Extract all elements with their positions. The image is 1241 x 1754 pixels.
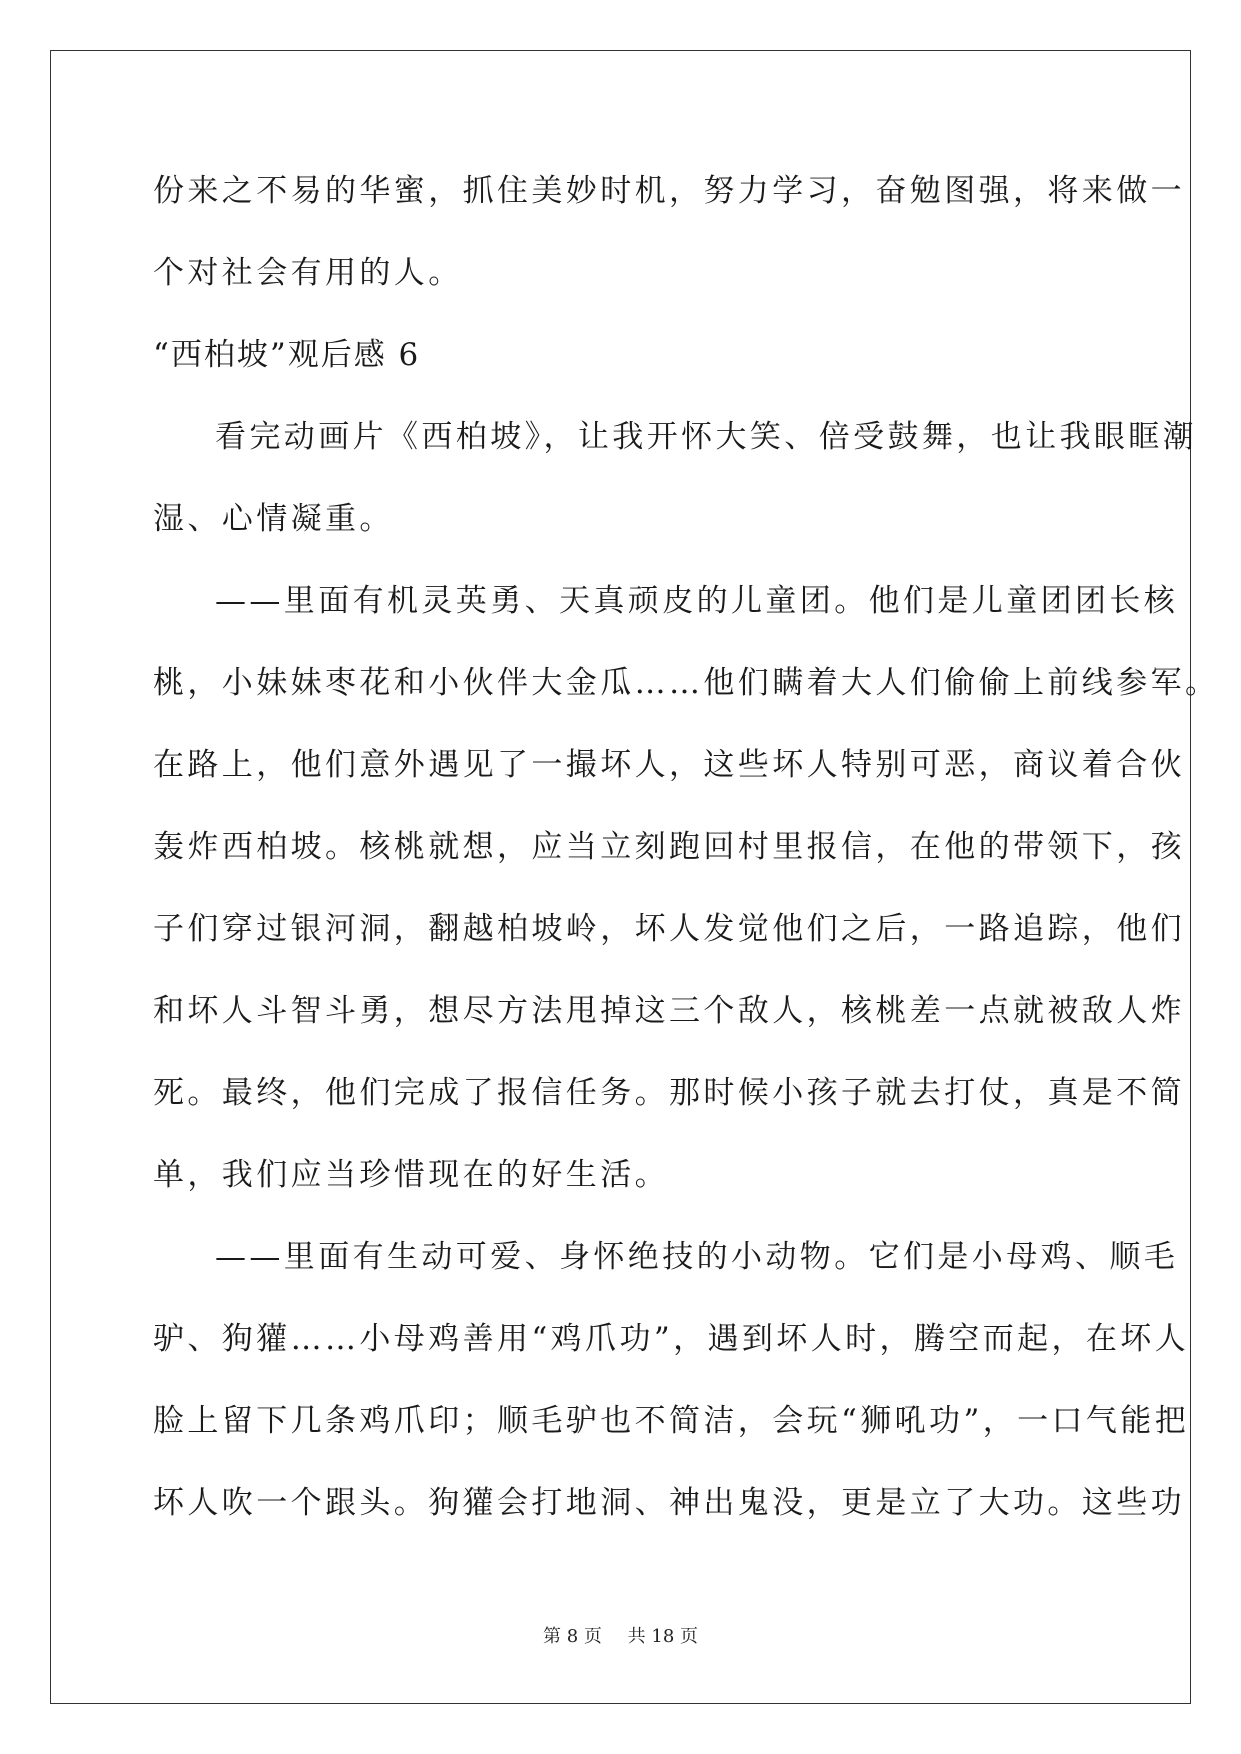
text-line: 个对社会有用的人。	[153, 255, 463, 291]
document-body	[153, 158, 1220, 1552]
text-line: ——里面有生动可爱、身怀绝技的小动物。它们是小母鸡、顺毛	[215, 1239, 1179, 1275]
text-line: 份来之不易的华蜜，抓住美妙时机，努力学习，奋勉图强，将来做一	[153, 173, 1185, 209]
text-line: 单，我们应当珍惜现在的好生活。	[153, 1157, 669, 1193]
text-line: 湿、心情凝重。	[153, 501, 394, 537]
text-line: 死。最终，他们完成了报信任务。那时候小孩子就去打仗，真是不简	[153, 1075, 1185, 1111]
text-line: 坏人吹一个跟头。狗獾会打地洞、神出鬼没，更是立了大功。这些功	[153, 1485, 1185, 1521]
text-line: 脸上留下几条鸡爪印；顺毛驴也不简洁，会玩“狮吼功”，一口气能把	[153, 1403, 1190, 1439]
text-line: 桃，小妹妹枣花和小伙伴大金瓜……他们瞒着大人们偷偷上前线参军。	[153, 665, 1220, 701]
text-line: 驴、狗獾……小母鸡善用“鸡爪功”，遇到坏人时，腾空而起，在坏人	[153, 1321, 1190, 1357]
text-line: 和坏人斗智斗勇，想尽方法甩掉这三个敌人，核桃差一点就被敌人炸	[153, 993, 1185, 1029]
text-line: ——里面有机灵英勇、天真顽皮的儿童团。他们是儿童团团长核	[215, 583, 1179, 619]
page-footer	[0, 1622, 1241, 1648]
section-heading: “西柏坡”观后感 6	[153, 337, 421, 373]
text-line: 子们穿过银河洞，翻越柏坡岭，坏人发觉他们之后，一路追踪，他们	[153, 911, 1185, 947]
text-line: 轰炸西柏坡。核桃就想，应当立刻跑回村里报信，在他的带领下，孩	[153, 829, 1185, 865]
page-total: 共 18 页	[627, 1626, 698, 1647]
text-line: 在路上，他们意外遇见了一撮坏人，这些坏人特别可恶，商议着合伙	[153, 747, 1185, 783]
page-number: 第 8 页	[543, 1626, 602, 1647]
text-line: 看完动画片《西柏坡》，让我开怀大笑、倍受鼓舞，也让我眼眶潮	[215, 419, 1198, 455]
